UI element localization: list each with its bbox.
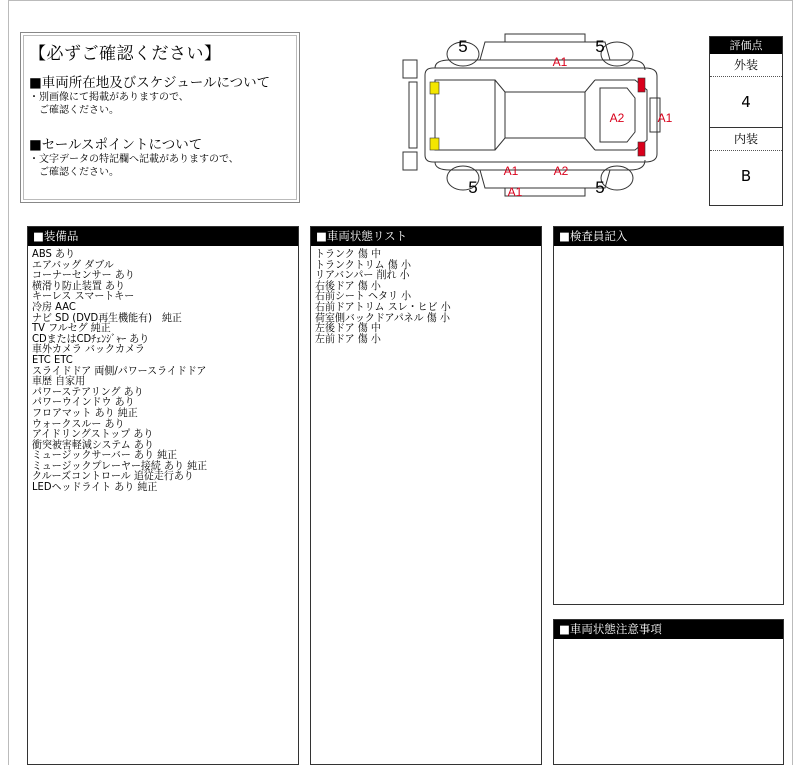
damage-roof-a1: A1 (552, 55, 568, 69)
inspector-title: ■検査員記入 (554, 227, 783, 246)
condition-title: ■車両状態リスト (311, 227, 541, 246)
list-item: ミュージックプレーヤー接続 あり 純正 (32, 459, 208, 472)
list-item: トランク 傷 中 (315, 248, 381, 260)
inspector-panel (553, 226, 784, 605)
wheel-mark-top-left: 5 (458, 37, 468, 56)
car-damage-diagram (395, 30, 685, 200)
list-item: 左前ドア 傷 小 (315, 332, 381, 345)
front-left-light-marker (430, 82, 439, 94)
rear-left-light-marker (430, 138, 439, 150)
list-item: リアバンパー 削れ 小 (315, 269, 410, 282)
wheel-mark-bottom-right: 5 (595, 178, 605, 197)
list-item: ウォークスルー あり (32, 417, 125, 430)
damage-bottom-a1: A1 (503, 164, 519, 178)
notice-section-schedule: ■車両所在地及びスケジュールについて (29, 75, 271, 91)
list-item: 右前ドアトリム スレ・ヒビ 小 (315, 300, 451, 313)
list-item: キーレス スマートキー (32, 290, 135, 303)
list-item: TV フルセグ 純正 (32, 322, 111, 335)
equipment-list (28, 246, 298, 493)
list-item: アイドリングストップ あり (32, 428, 154, 441)
notice-section-schedule-body: ・別画像にて掲載がありますので、 ご確認ください。 (29, 92, 189, 116)
exterior-value: 4 (741, 93, 751, 111)
list-item: 横滑り防止装置 あり (32, 279, 125, 292)
list-item: 右前シート ヘタリ 小 (315, 290, 412, 303)
exterior-label: 外装 (710, 54, 782, 77)
grade-box (709, 36, 783, 206)
list-item: コーナーセンサー あり (32, 269, 135, 282)
interior-value: B (740, 167, 752, 185)
list-item: ABS あり (32, 248, 75, 260)
caution-title: ■車両状態注意事項 (554, 620, 783, 639)
damage-right-a1: A1 (657, 111, 673, 125)
notice-box (20, 32, 300, 203)
list-item: LEDヘッドライト あり 純正 (32, 481, 158, 494)
notice-section-sales-body: ・文字データの特記欄へ記載がありますので、 ご確認ください。 (29, 154, 239, 178)
damage-bottom-a1-lower: A1 (507, 185, 523, 199)
list-item: フロアマット あり 純正 (32, 406, 138, 419)
list-item: エアバッグ ダブル (32, 258, 114, 271)
list-item: ナビ SD (DVD再生機能有) 純正 (32, 311, 182, 324)
list-item: 車外カメラ バックカメラ (32, 343, 145, 356)
list-item: 衝突被害軽減システム あり (32, 438, 154, 451)
caution-panel (553, 619, 784, 765)
wheel-mark-bottom-left: 5 (468, 178, 478, 197)
condition-list (311, 246, 541, 344)
list-item: ETC ETC (32, 353, 73, 366)
condition-panel (310, 226, 542, 765)
list-item: 右後ドア 傷 小 (315, 279, 381, 292)
equipment-panel (27, 226, 299, 765)
list-item: 左後ドア 傷 中 (315, 322, 381, 335)
equipment-title: ■装備品 (28, 227, 298, 246)
list-item: パワーウインドウ あり (32, 396, 135, 409)
damage-right-a2: A2 (609, 111, 625, 125)
list-item: クルーズコントロール 追従走行あり (32, 470, 194, 483)
grade-header: 評価点 (710, 37, 782, 54)
list-item: 冷房 AAC (32, 300, 76, 313)
notice-title: 【必ずご確認ください】 (29, 44, 222, 64)
front-right-light-marker (638, 78, 645, 92)
list-item: 車歴 自家用 (32, 375, 86, 388)
rear-right-light-marker (638, 142, 645, 156)
list-item: トランクトリム 傷 小 (315, 258, 411, 271)
list-item: ミュージックサーバー あり 純正 (32, 449, 178, 462)
damage-bottom-a2: A2 (553, 164, 569, 178)
list-item: 荷室側バックドアパネル 傷 小 (315, 311, 450, 324)
list-item: スライドドア 両側/パワースライドドア (32, 364, 207, 377)
list-item: CDまたはCDﾁｪﾝｼﾞｬｰ あり (32, 332, 150, 345)
interior-label: 内装 (710, 127, 782, 151)
list-item: パワーステアリング あり (32, 385, 144, 398)
wheel-mark-top-right: 5 (595, 37, 605, 56)
notice-section-sales: ■セールスポイントについて (29, 137, 203, 153)
